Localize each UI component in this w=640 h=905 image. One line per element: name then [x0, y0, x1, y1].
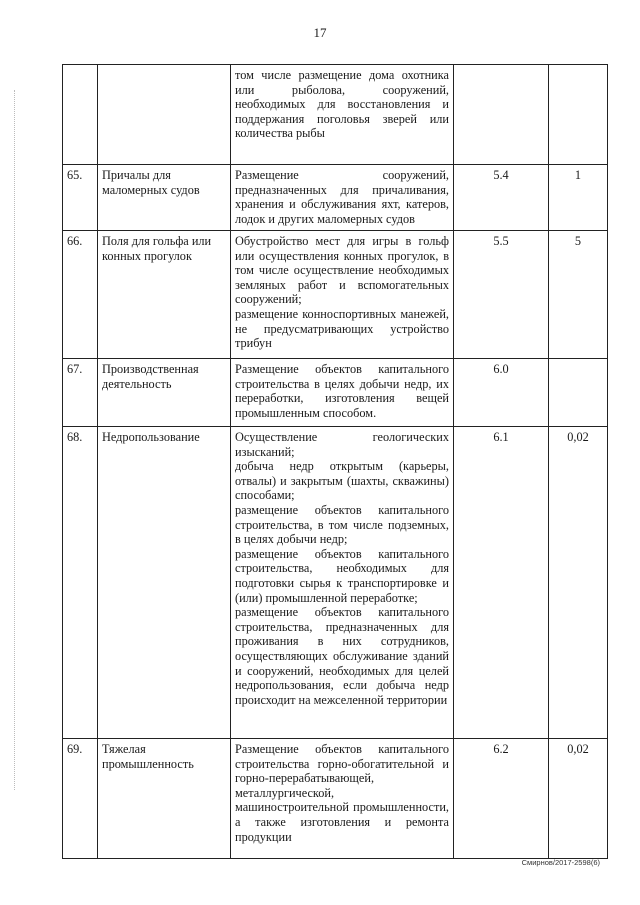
table-row	[63, 165, 608, 231]
parameter-value	[549, 359, 608, 427]
description-paragraph: добыча недр открытым (карьеры, отвалы) и закрытым (шахты, скважины) способами;	[235, 459, 449, 503]
land-use-description	[231, 359, 454, 427]
parameter-value: 0,02	[549, 427, 608, 739]
description-paragraph: размещение объектов капитального строительства, в том числе подземных, в целях добычи недр;	[235, 502, 449, 547]
land-use-description	[231, 165, 454, 231]
parameter-value: 1	[549, 165, 608, 231]
land-use-description	[231, 739, 454, 859]
row-number: 65.	[63, 165, 98, 231]
table-row	[63, 359, 608, 427]
classifier-code: 5.4	[454, 165, 549, 231]
table-row	[63, 65, 608, 165]
description-paragraph: размещение объектов капитального строительства, необходимых для подготовки сырья к транспортировке и (или) промышленной переработке;	[235, 546, 449, 605]
row-number: 67.	[63, 359, 98, 427]
classifier-code: 5.5	[454, 231, 549, 359]
description-paragraph: Размещение объектов капитального строительства в целях добычи недр, их переработки, изготовления вещей промышленным способом.	[235, 362, 449, 420]
row-number	[63, 65, 98, 165]
classifier-code: 6.1	[454, 427, 549, 739]
land-use-name: Причалы для маломерных судов	[98, 165, 231, 231]
page-number: 17	[313, 25, 327, 40]
land-use-name: Недропользование	[98, 427, 231, 739]
classifier-code: 6.0	[454, 359, 549, 427]
land-use-name: Тяжелая промышленность	[98, 739, 231, 859]
description-paragraph: Обустройство мест для игры в гольф или осуществления конных прогулок, в том числе осуществление необходимых земляных работ и вспомогательных сооружений;	[235, 234, 449, 307]
land-use-description	[231, 427, 454, 739]
row-number: 68.	[63, 427, 98, 739]
land-use-name	[98, 65, 231, 165]
classifier-code: 6.2	[454, 739, 549, 859]
land-use-name: Производственная деятельность	[98, 359, 231, 427]
land-use-table	[62, 64, 608, 859]
description-paragraph: размещение конноспортивных манежей, не предусматривающих устройство трибун	[235, 306, 449, 351]
land-use-description	[231, 231, 454, 359]
description-paragraph: Размещение объектов капитального строительства горно-обогатительной и горно-перерабатывающей, металлургической, машиностроительной промышленности, а также изготовления и ремонта продукции	[235, 742, 449, 844]
table-row	[63, 739, 608, 859]
table-body	[63, 65, 608, 859]
land-use-description	[231, 65, 454, 165]
parameter-value: 5	[549, 231, 608, 359]
classifier-code	[454, 65, 549, 165]
description-paragraph: том числе размещение дома охотника или рыболова, сооружений, необходимых для восстановления и поддержания поголовья зверей или количества рыбы	[235, 68, 449, 141]
parameter-value	[549, 65, 608, 165]
document-footer-code: Смирнов/2017-2598(6)	[521, 858, 600, 867]
scan-edge-mark	[14, 90, 15, 790]
description-paragraph: размещение объектов капитального строительства, предназначенных для проживания в них сотрудников, осуществляющих обслуживание зданий и сооружений, необходимых для целей недропользования, если добыча недр происходит на межселенной территории	[235, 605, 449, 707]
description-paragraph: Осуществление геологических изысканий;	[235, 430, 449, 459]
row-number: 69.	[63, 739, 98, 859]
row-number: 66.	[63, 231, 98, 359]
parameter-value: 0,02	[549, 739, 608, 859]
land-use-name: Поля для гольфа или конных прогулок	[98, 231, 231, 359]
table-row	[63, 231, 608, 359]
table-row	[63, 427, 608, 739]
description-paragraph: Размещение сооружений, предназначенных для причаливания, хранения и обслуживания яхт, катеров, лодок и других маломерных судов	[235, 168, 449, 226]
